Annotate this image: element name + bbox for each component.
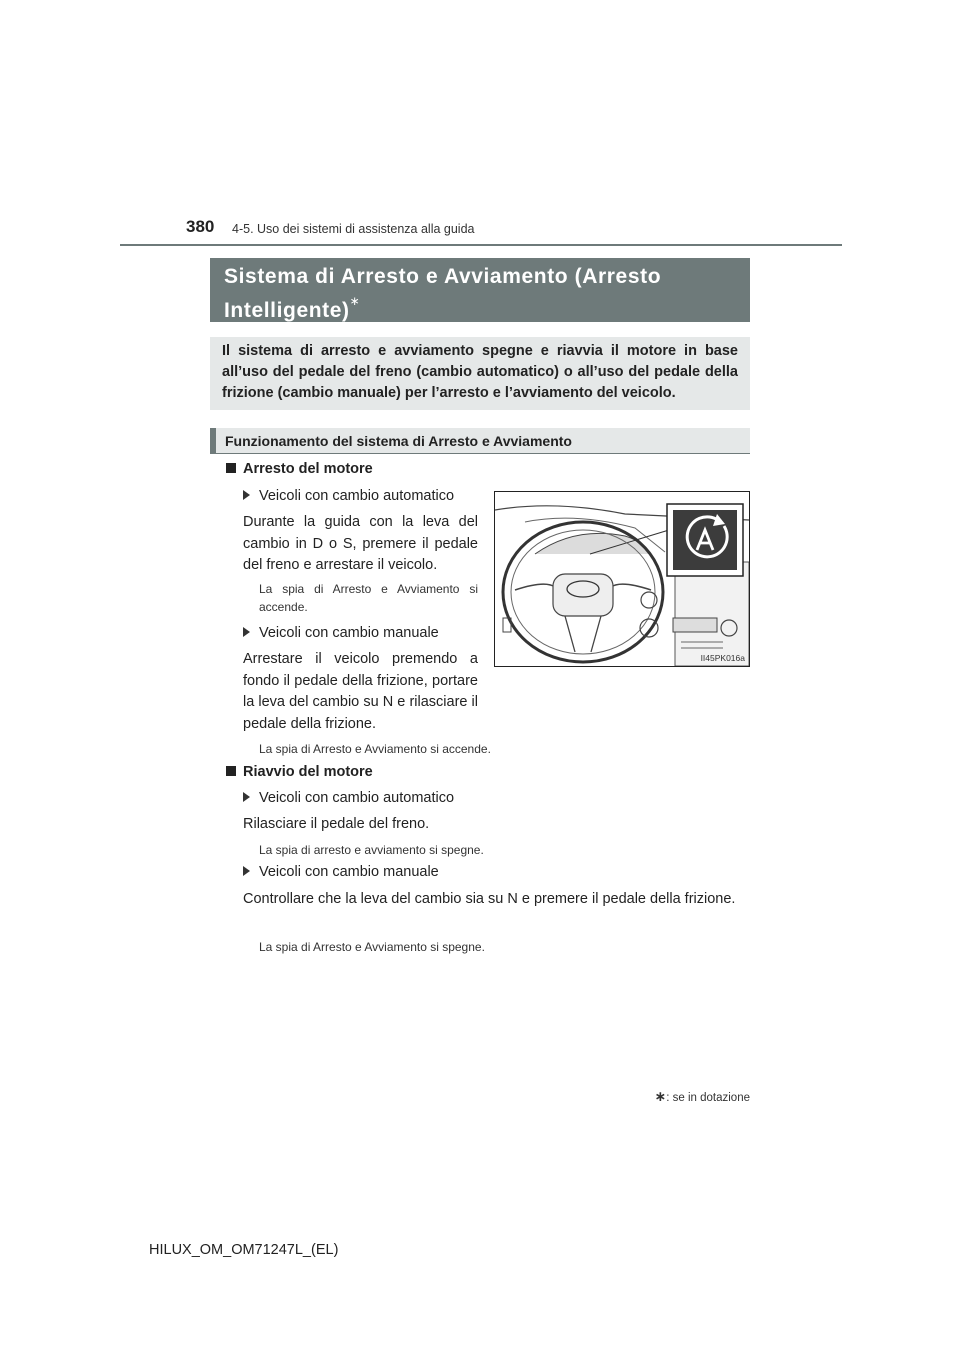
page-title xyxy=(210,258,750,322)
square-bullet-icon xyxy=(226,766,236,776)
triangle-bullet-icon xyxy=(243,866,250,876)
restart-manual-note: La spia di Arresto e Avviamento si spegne. xyxy=(259,940,485,954)
triangle-bullet-icon xyxy=(243,490,250,500)
triangle-bullet-icon xyxy=(243,627,250,637)
section-title: 4-5. Uso dei sistemi di assistenza alla guida xyxy=(232,222,475,236)
stop-manual-note: La spia di Arresto e Avviamento si accende. xyxy=(259,742,491,756)
restart-manual-label-text: Veicoli con cambio manuale xyxy=(259,864,439,880)
restart-auto-label-text: Veicoli con cambio automatico xyxy=(259,790,455,806)
dashboard-illustration xyxy=(494,491,750,667)
title-line-2 xyxy=(224,291,736,325)
stop-auto-note: La spia di Arresto e Avviamento si accende. xyxy=(259,582,478,614)
restart-auto-note: La spia di arresto e avviamento si spegne. xyxy=(259,843,484,857)
stop-manual-label xyxy=(243,625,439,641)
page-number: 380 xyxy=(186,217,215,236)
square-bullet-icon xyxy=(226,463,236,473)
footnote-asterisk: ∗ xyxy=(654,1088,667,1104)
restart-auto-text: Rilasciare il pedale del freno. xyxy=(243,816,430,832)
stop-heading xyxy=(226,461,373,477)
stop-auto-label xyxy=(243,488,454,504)
header-divider xyxy=(120,244,842,246)
restart-manual-label xyxy=(243,864,439,880)
document-code: HILUX_OM_OM71247L_(EL) xyxy=(149,1242,339,1258)
restart-auto-label xyxy=(243,790,454,806)
intro-summary: Il sistema di arresto e avviamento spegne e riavvia il motore in base all’uso del pedale del freno (cambio automatico) o all’uso del pedale della frizione (cambio manuale) per l’arresto e l’avviamento del veicolo. xyxy=(210,337,750,410)
triangle-bullet-icon xyxy=(243,792,250,802)
stop-auto-label-text: Veicoli con cambio automatico xyxy=(259,488,455,504)
restart-heading-text: Riavvio del motore xyxy=(243,764,373,780)
subheading: Funzionamento del sistema di Arresto e Avviamento xyxy=(210,428,750,454)
figure-code: II45PK016a xyxy=(700,653,745,663)
restart-manual-text: Controllare che la leva del cambio sia su N e premere il pedale della frizione. xyxy=(243,891,736,907)
title-line-1: Sistema di Arresto e Avviamento (Arresto xyxy=(224,265,662,288)
title-line-2-text: Intelligente) xyxy=(224,299,350,322)
stop-manual-label-text: Veicoli con cambio manuale xyxy=(259,625,439,641)
title-asterisk: ∗ xyxy=(349,294,361,308)
footnote xyxy=(620,1088,750,1105)
stop-manual-text: Arrestare il veicolo premendo a fondo il pedale della frizione, portare la leva del cambio su N e rilasciare il pedale della frizione. xyxy=(243,651,478,732)
dashboard-drawing xyxy=(495,492,749,666)
stop-auto-text: Durante la guida con la leva del cambio in D o S, premere il pedale del freno e arrestare il veicolo. xyxy=(243,514,478,573)
restart-heading xyxy=(226,764,373,780)
stop-heading-text: Arresto del motore xyxy=(243,461,373,477)
footnote-text: : se in dotazione xyxy=(666,1092,750,1104)
